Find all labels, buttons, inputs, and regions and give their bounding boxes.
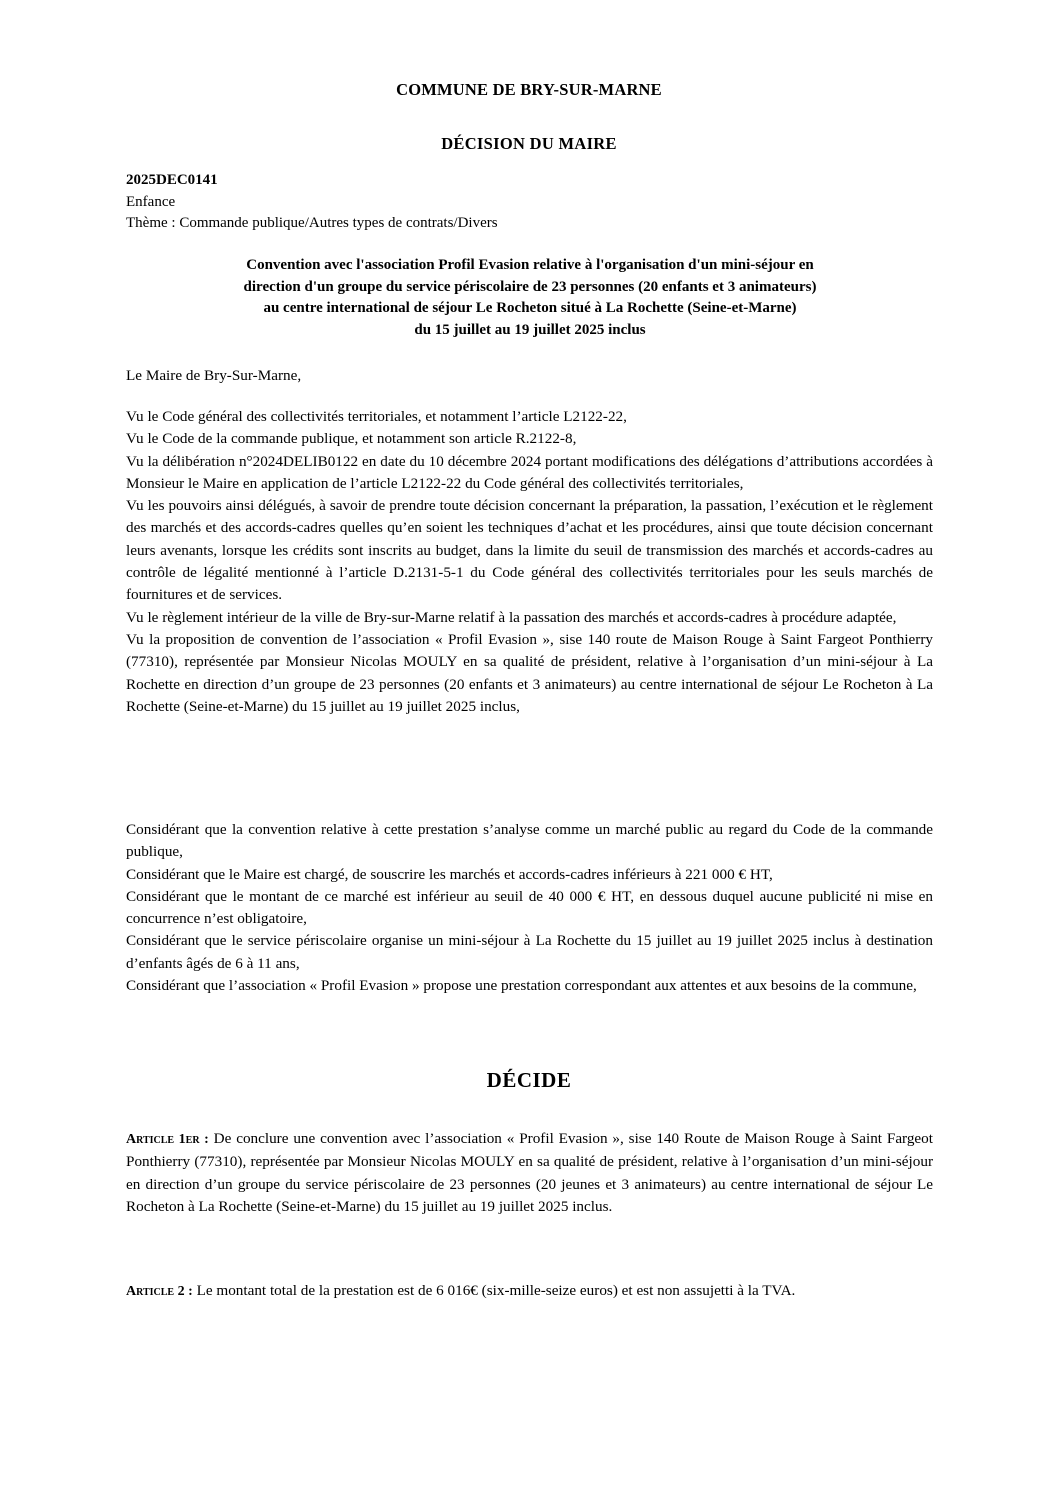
- visa-paragraph: Vu le Code général des collectivités territoriales, et notamment l’article L2122-22,: [126, 408, 627, 425]
- subject-line: du 15 juillet au 19 juillet 2025 inclus: [414, 321, 646, 338]
- salutation: Le Maire de Bry-Sur-Marne,: [126, 367, 302, 384]
- visa-paragraph: Vu le Code de la commande publique, et notamment son article R.2122-8,: [126, 430, 577, 448]
- commune-heading: COMMUNE DE BRY-SUR-MARNE: [396, 80, 662, 99]
- article-text: De conclure une convention avec l’association « Profil Evasion », sise 140 Route de Maison Rouge à Saint Fargeot Ponthierry (77310), représentée par Monsieur Nicolas MOULY en sa qualité de président, relative à l’organisation d’un mini-séjour en direction d’un groupe du service périscolaire de 23 personnes (20 jeunes et 3 animateurs) au centre international de séjour Le Rocheton à La Rochette (Seine-et-Marne) du 15 juillet au 19 juillet 2025 inclus.: [126, 1130, 933, 1215]
- document-title: DÉCISION DU MAIRE: [441, 134, 617, 153]
- considerant-paragraph: Considérant que le service périscolaire organise un mini-séjour à La Rochette du 15 juillet au 19 juillet 2025 inclus à destination d’enfants âgés de 6 à 11 ans,: [126, 932, 933, 972]
- visa-paragraph: Vu la proposition de convention de l’association « Profil Evasion », sise 140 route de Maison Rouge à Saint Fargeot Ponthierry (77310), représentée par Monsieur Nicolas MOULY en sa qualité de président, relative à l’organisation d’un mini-séjour à La Rochette en direction d’un groupe de 23 personnes (20 enfants et 3 animateurs) au centre international de séjour Le Rocheton à La Rochette (Seine-et-Marne) du 15 juillet au 19 juillet 2025 inclus,: [126, 630, 933, 715]
- visa-paragraph: Vu le règlement intérieur de la ville de Bry-sur-Marne relatif à la passation des marchés et accords-cadres à procédure adaptée,: [126, 608, 897, 626]
- subject-line: au centre international de séjour Le Rocheton situé à La Rochette (Seine-et-Marne): [263, 300, 797, 316]
- decision-meta: [126, 170, 498, 235]
- considerant-paragraph: Considérant que l’association « Profil Evasion » propose une prestation correspondant aux attentes et aux besoins de la commune,: [126, 977, 917, 995]
- visas-section: [126, 406, 933, 718]
- subject-line: Convention avec l'association Profil Evasion relative à l'organisation d'un mini-séjour en: [246, 257, 814, 273]
- decision-theme: Thème : Commande publique/Autres types de contrats/Divers: [126, 215, 498, 231]
- subject-line: direction d'un groupe du service périscolaire de 23 personnes (20 enfants et 3 animateurs): [243, 278, 817, 295]
- article-1: [126, 1128, 933, 1218]
- article-label: Article 2 :: [126, 1284, 193, 1299]
- considerant-paragraph: Considérant que la convention relative à cette prestation s’analyse comme un marché public au regard du Code de la commande publique,: [126, 821, 933, 861]
- article-text: Le montant total de la prestation est de 6 016€ (six-mille-seize euros) et est non assujetti à la TVA.: [196, 1282, 796, 1299]
- visa-paragraph: Vu les pouvoirs ainsi délégués, à savoir de prendre toute décision concernant la préparation, la passation, l’exécution et le règlement des marchés et des accords-cadres quelles qu’en soient les techniques d’achat et les procédures, ainsi que toute décision concernant leurs avenants, lorsque les crédits sont inscrits au budget, dans la limite du seuil de transmission des marchés et accords-cadres au contrôle de légalité mentionné à l’article D.2131-5-1 du Code général des collectivités territoriales pour les seuls marchés de fournitures et de services.: [126, 497, 933, 604]
- decision-service: Enfance: [126, 193, 176, 210]
- considerants-section: [126, 819, 933, 997]
- decision-subject: [126, 255, 934, 341]
- considerant-paragraph: Considérant que le montant de ce marché est inférieur au seuil de 40 000 € HT, en dessous duquel aucune publicité ni mise en concurrence n’est obligatoire,: [126, 887, 933, 928]
- decide-heading: DÉCIDE: [486, 1068, 572, 1092]
- visa-paragraph: Vu la délibération n°2024DELIB0122 en date du 10 décembre 2024 portant modifications des délégations d’attributions accordées à Monsieur le Maire en application de l’article L2122-22 du Code général des collectivités territoriales,: [126, 452, 933, 492]
- considerant-paragraph: Considérant que le Maire est chargé, de souscrire les marchés et accords-cadres inférieurs à 221 000 € HT,: [126, 865, 773, 883]
- decision-reference: 2025DEC0141: [126, 172, 218, 188]
- article-2: [126, 1280, 933, 1303]
- article-label: Article 1er :: [126, 1132, 209, 1147]
